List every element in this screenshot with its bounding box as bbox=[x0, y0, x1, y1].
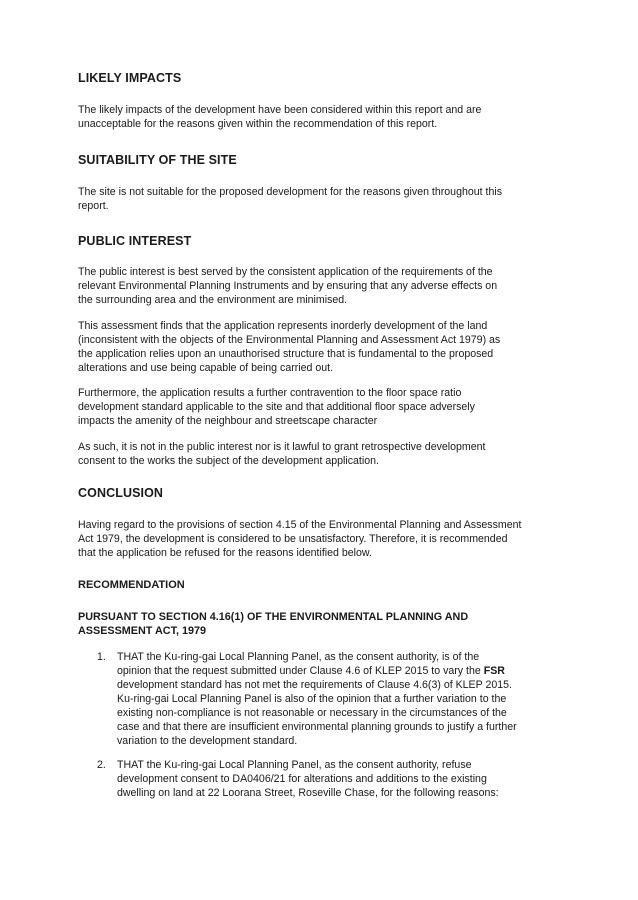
text-run: opinion that the request submitted under Clause 4.6 of KLEP 2015 to vary the bbox=[117, 665, 484, 677]
list-item bbox=[117, 650, 565, 748]
text-line: development standard has not met the requirements of Clause 4.6(3) of KLEP 2015. bbox=[117, 679, 512, 691]
public-interest-paragraph-4 bbox=[78, 440, 562, 468]
text-line: Ku-ring-gai Local Planning Panel is also of the opinion that a further variation to the bbox=[117, 693, 507, 705]
likely-impacts-paragraph bbox=[78, 103, 562, 131]
text-line: impacts the amenity of the neighbour and streetscape character bbox=[78, 415, 378, 427]
text-line: the surrounding area and the environment are minimised. bbox=[78, 294, 348, 306]
conclusion-paragraph bbox=[78, 518, 562, 560]
conclusion-heading: CONCLUSION bbox=[78, 486, 164, 500]
text-line: (inconsistent with the objects of the Environmental Planning and Assessment Act 1979) as bbox=[78, 334, 501, 346]
text-line: consent to the works the subject of the development application. bbox=[78, 455, 379, 467]
suitability-paragraph bbox=[78, 185, 562, 213]
text-line: dwelling on land at 22 Loorana Street, Roseville Chase, for the following reasons: bbox=[117, 787, 499, 799]
text-line bbox=[117, 664, 565, 678]
suitability-heading: SUITABILITY OF THE SITE bbox=[78, 153, 237, 167]
public-interest-heading: PUBLIC INTEREST bbox=[78, 234, 192, 248]
text-line: variation to the development standard. bbox=[117, 735, 298, 747]
recommendation-subheading bbox=[78, 610, 468, 638]
text-line: existing non-compliance is not reasonable or necessary in the circumstances of the bbox=[117, 707, 507, 719]
text-line: Having regard to the provisions of section 4.15 of the Environmental Planning and Assessment bbox=[78, 519, 522, 531]
fsr-bold-text: FSR bbox=[483, 665, 505, 677]
text-line: THAT the Ku-ring-gai Local Planning Panel, as the consent authority, refuse bbox=[117, 759, 472, 771]
recommendation-heading: RECOMMENDATION bbox=[78, 579, 185, 591]
text-line: The public interest is best served by the consistent application of the requirements of the bbox=[78, 266, 493, 278]
text-line: This assessment finds that the application represents inorderly development of the land bbox=[78, 320, 488, 332]
text-line: As such, it is not in the public interest nor is it lawful to grant retrospective development bbox=[78, 441, 486, 453]
text-line: THAT the Ku-ring-gai Local Planning Panel, as the consent authority, is of the bbox=[117, 651, 480, 663]
text-line: The site is not suitable for the proposed development for the reasons given throughout this bbox=[78, 186, 503, 198]
text-line: development standard applicable to the site and that additional floor space adversely bbox=[78, 401, 475, 413]
text-line: report. bbox=[78, 200, 109, 212]
text-line: unacceptable for the reasons given within the recommendation of this report. bbox=[78, 118, 438, 130]
public-interest-paragraph-1 bbox=[78, 265, 562, 307]
text-line: development consent to DA0406/21 for alterations and additions to the existing bbox=[117, 773, 487, 785]
text-line: ASSESSMENT ACT, 1979 bbox=[78, 625, 207, 637]
text-line: Furthermore, the application results a further contravention to the floor space ratio bbox=[78, 387, 462, 399]
text-line: alterations and use being capable of being carried out. bbox=[78, 362, 334, 374]
text-line: PURSUANT TO SECTION 4.16(1) OF THE ENVIRONMENTAL PLANNING AND bbox=[78, 611, 469, 623]
text-line: that the application be refused for the reasons identified below. bbox=[78, 547, 372, 559]
list-item bbox=[117, 758, 565, 800]
public-interest-paragraph-2 bbox=[78, 319, 562, 375]
public-interest-paragraph-3 bbox=[78, 386, 562, 428]
text-line: the application relies upon an unauthorised structure that is fundamental to the proposed bbox=[78, 348, 494, 360]
list-item-number: 1. bbox=[97, 651, 106, 663]
list-item-number: 2. bbox=[97, 759, 106, 771]
text-line: relevant Environmental Planning Instruments and by ensuring that any adverse effects on bbox=[78, 280, 498, 292]
text-line: Act 1979, the development is considered to be unsatisfactory. Therefore, it is recommended bbox=[78, 533, 508, 545]
likely-impacts-heading: LIKELY IMPACTS bbox=[78, 71, 182, 85]
text-line: case and that there are insufficient environmental planning grounds to justify a further bbox=[117, 721, 517, 733]
text-line: The likely impacts of the development have been considered within this report and are bbox=[78, 104, 482, 116]
